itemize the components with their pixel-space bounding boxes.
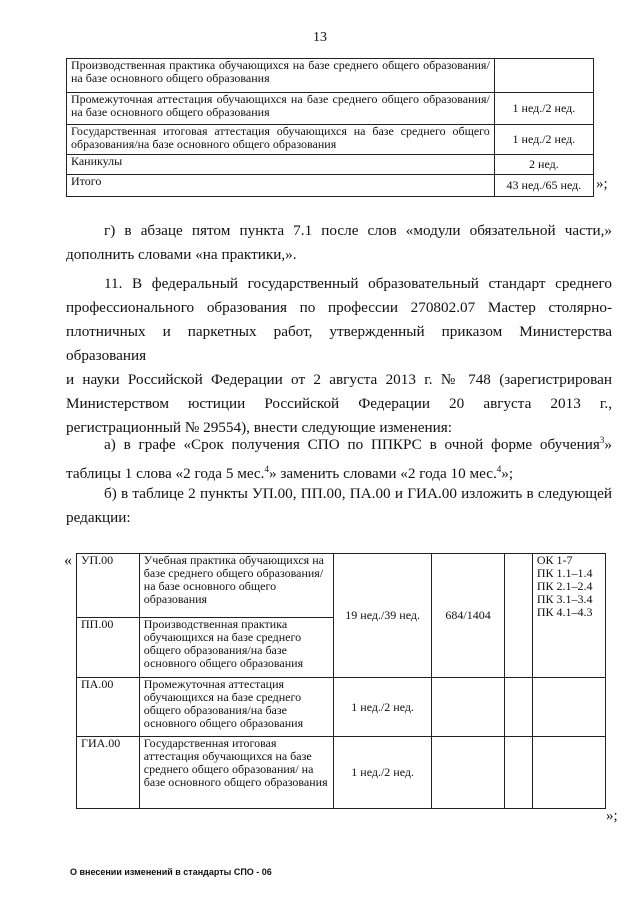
table-row (67, 125, 594, 155)
closing-quote: »; (596, 176, 608, 192)
footnote-ref: 4 (264, 464, 269, 475)
table-cell-label: Промежуточная аттестация обучающихся на базе среднего общего образования/на базе основного общего образования (67, 93, 495, 125)
table-row (67, 155, 594, 175)
table-cell-desc: Государственная итоговая аттестация обучающихся на базе среднего общего образования/ на базе основного общего образования (139, 737, 334, 809)
text-fragment: »; (501, 465, 514, 483)
competency-item: ОК 1-7 (536, 553, 573, 567)
table-cell-desc: Промежуточная аттестация обучающихся на базе среднего общего образования/на базе основного общего образования (139, 678, 334, 737)
table-cell-competencies (532, 554, 605, 678)
table-cell-hours: 684/1404 (432, 554, 505, 678)
footnote-ref: 3 (599, 435, 605, 445)
table-row (77, 554, 606, 618)
table-row (77, 678, 606, 737)
text-line: профессионального образования по профессии 270802.07 Мастер столярно- (66, 299, 612, 316)
table-cell-empty (505, 678, 533, 737)
table-cell-hours (432, 678, 505, 737)
text-line: 11. В федеральный государственный образовательный стандарт среднего (104, 275, 612, 292)
table-row (67, 59, 594, 93)
table-row (67, 93, 594, 125)
table-cell-value: 1 нед./2 нед. (494, 125, 593, 155)
paragraph-a (66, 428, 612, 486)
table-cell-label: Государственная итоговая аттестация обучающихся на базе среднего общего образования/на базе основного общего образования (67, 125, 495, 155)
table-cell-code: ПА.00 (77, 678, 140, 737)
competency-item: ПК 3.1–3.4 (536, 592, 593, 606)
text-line: Министерством юстиции Российской Федерации 20 августа 2013 г., (66, 395, 612, 412)
open-quote: « (64, 552, 72, 569)
table-cell-weeks: 1 нед./2 нед. (334, 737, 432, 809)
table-row (77, 737, 606, 809)
paragraph-b: б) в таблице 2 пункты УП.00, ПП.00, ПА.00 и ГИА.00 изложить в следующей редакции: (66, 485, 612, 526)
competency-item: ПК 2.1–2.4 (536, 579, 593, 593)
competency-item: ПК 4.1–4.3 (536, 605, 593, 619)
paragraph-g: г) в абзаце пятом пункта 7.1 после слов «модули обязательной части,» дополнить словами «на практики,». (66, 222, 612, 263)
table-cell-desc: Учебная практика обучающихся на базе среднего общего образования/на базе основного общего образования (139, 554, 334, 618)
table-cell-competencies (532, 678, 605, 737)
text-line: плотничных и паркетных работ, утвержденный приказом Министерства образования (66, 323, 612, 364)
table-cell-label: Итого (67, 175, 495, 197)
closing-quote: »; (606, 808, 618, 824)
table-cell-code: УП.00 (77, 554, 140, 618)
footnote-ref: 4 (496, 464, 502, 475)
table-row (67, 175, 594, 197)
table-cell-value: 2 нед. (494, 155, 593, 175)
text-line: регистрационный № 29554), внести следующие изменения: (66, 419, 452, 436)
table-cell-empty (505, 554, 533, 678)
table-cell-code: ГИА.00 (77, 737, 140, 809)
table-cell-value (494, 59, 593, 93)
text-fragment: » заменить словами «2 года 10 мес. (268, 465, 497, 483)
table-summary (66, 58, 594, 197)
table-cell-value: 1 нед./2 нед. (494, 93, 593, 125)
text-fragment: а) в графе «Срок получения СПО по ППКРС в очной форме обучения (104, 436, 600, 454)
table-cell-code: ПП.00 (77, 618, 140, 678)
table-cell-label: Производственная практика обучающихся на базе среднего общего образования/на базе основного общего образования (67, 59, 495, 93)
page-number: 13 (313, 30, 327, 45)
table-cell-label: Каникулы (67, 155, 495, 175)
table-cell-empty (505, 737, 533, 809)
table-cell-hours (432, 737, 505, 809)
table-cell-desc: Производственная практика обучающихся на базе среднего общего образования/на базе основного общего образования (139, 618, 334, 678)
competency-item: ПК 1.1–1.4 (536, 566, 593, 580)
paragraph-11 (66, 272, 612, 440)
text-line: и науки Российской Федерации от 2 августа 2013 г. № 748 (зарегистрирован (66, 371, 612, 388)
text-fragment: » таблицы 1 слова «2 года 5 мес. (66, 436, 612, 483)
table-practice (76, 553, 606, 809)
table-cell-weeks: 19 нед./39 нед. (334, 554, 432, 678)
table-cell-weeks: 1 нед./2 нед. (334, 678, 432, 737)
table-cell-competencies (532, 737, 605, 809)
table-cell-value: 43 нед./65 нед. (494, 175, 593, 197)
footer: О внесении изменений в стандарты СПО - 06 (70, 867, 272, 877)
